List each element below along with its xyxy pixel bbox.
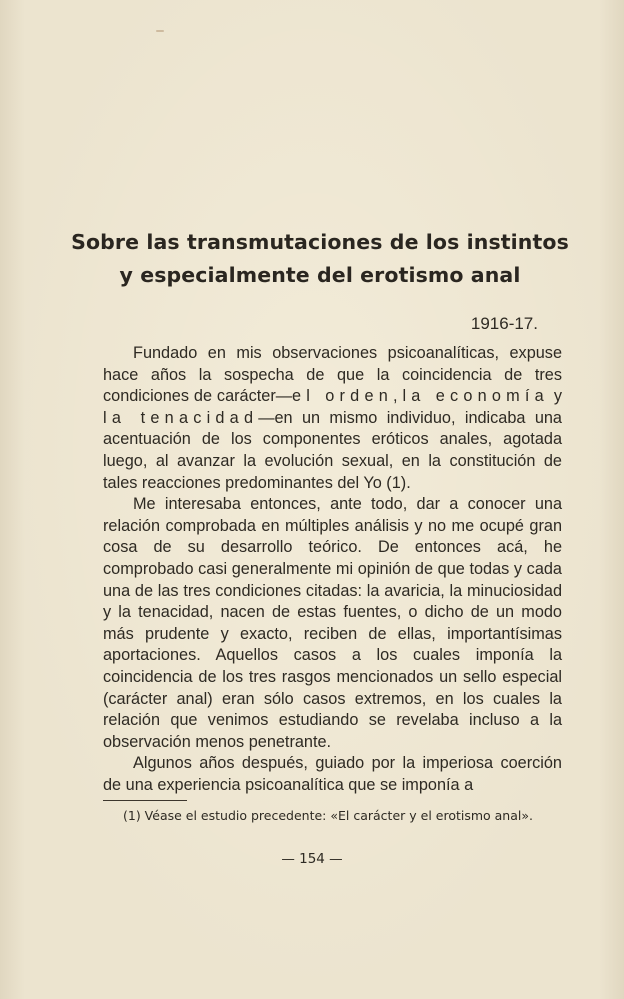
paragraph-1-part-2: —en un mismo individuo, indicaba una acentuación de los componentes eróticos anales, agotada luego, al avanzar la evolución sexual, en la constitución de tales reacciones predominantes del Yo (1). [103, 408, 562, 492]
footnote: (1) Véase el estudio precedente: «El carácter y el erotismo anal». [123, 808, 533, 823]
paper-speck [156, 30, 164, 32]
paragraph-1 [103, 343, 562, 494]
spaced-term-tenacidad: la tenacidad [103, 408, 259, 427]
chapter-date: 1916-17. [470, 314, 538, 333]
chapter-title-line-1: Sobre las transmutaciones de los instintos [71, 230, 569, 254]
spaced-term-orden: el orden [292, 387, 393, 406]
paragraph-3: Algunos años después, guiado por la imperiosa coerción de una experiencia psicoanalítica que se imponía a [103, 754, 562, 794]
paragraph-1-part-1: Fundado en mis observaciones psicoanalíticas, expuse hace años la sospecha de que la coincidencia de tres condiciones de carácter— [103, 344, 562, 406]
page-number: — 154 — [281, 851, 343, 867]
body-text [103, 343, 562, 796]
chapter-title [40, 226, 600, 292]
footnote-divider [103, 800, 187, 801]
separator: y [548, 387, 562, 406]
chapter-title-line-2: y especialmente del erotismo anal [119, 263, 521, 287]
paragraph-2: Me interesaba entonces, ante todo, dar a conocer una relación comprobada en múltiples análisis y no me ocupé gran cosa de su desarrollo teórico. De entonces acá, he comprobado casi generalmente mi opinión de que todas y cada una de las tres condiciones citadas: la avaricia, la minuciosidad y la tenacidad, nacen de estas fuentes, o dicho de un modo más prudente y exacto, reciben de ellas, importantísimas aportaciones. Aquellos casos a los cuales imponía la coincidencia de los tres rasgos mencionados un sello especial (carácter anal) eran sólo casos extremos, en los cuales la relación que venimos estudiando se revelaba incluso a la observación menos penetrante. [103, 495, 562, 751]
separator: , [393, 387, 403, 406]
spaced-term-economia: la economía [402, 387, 549, 406]
